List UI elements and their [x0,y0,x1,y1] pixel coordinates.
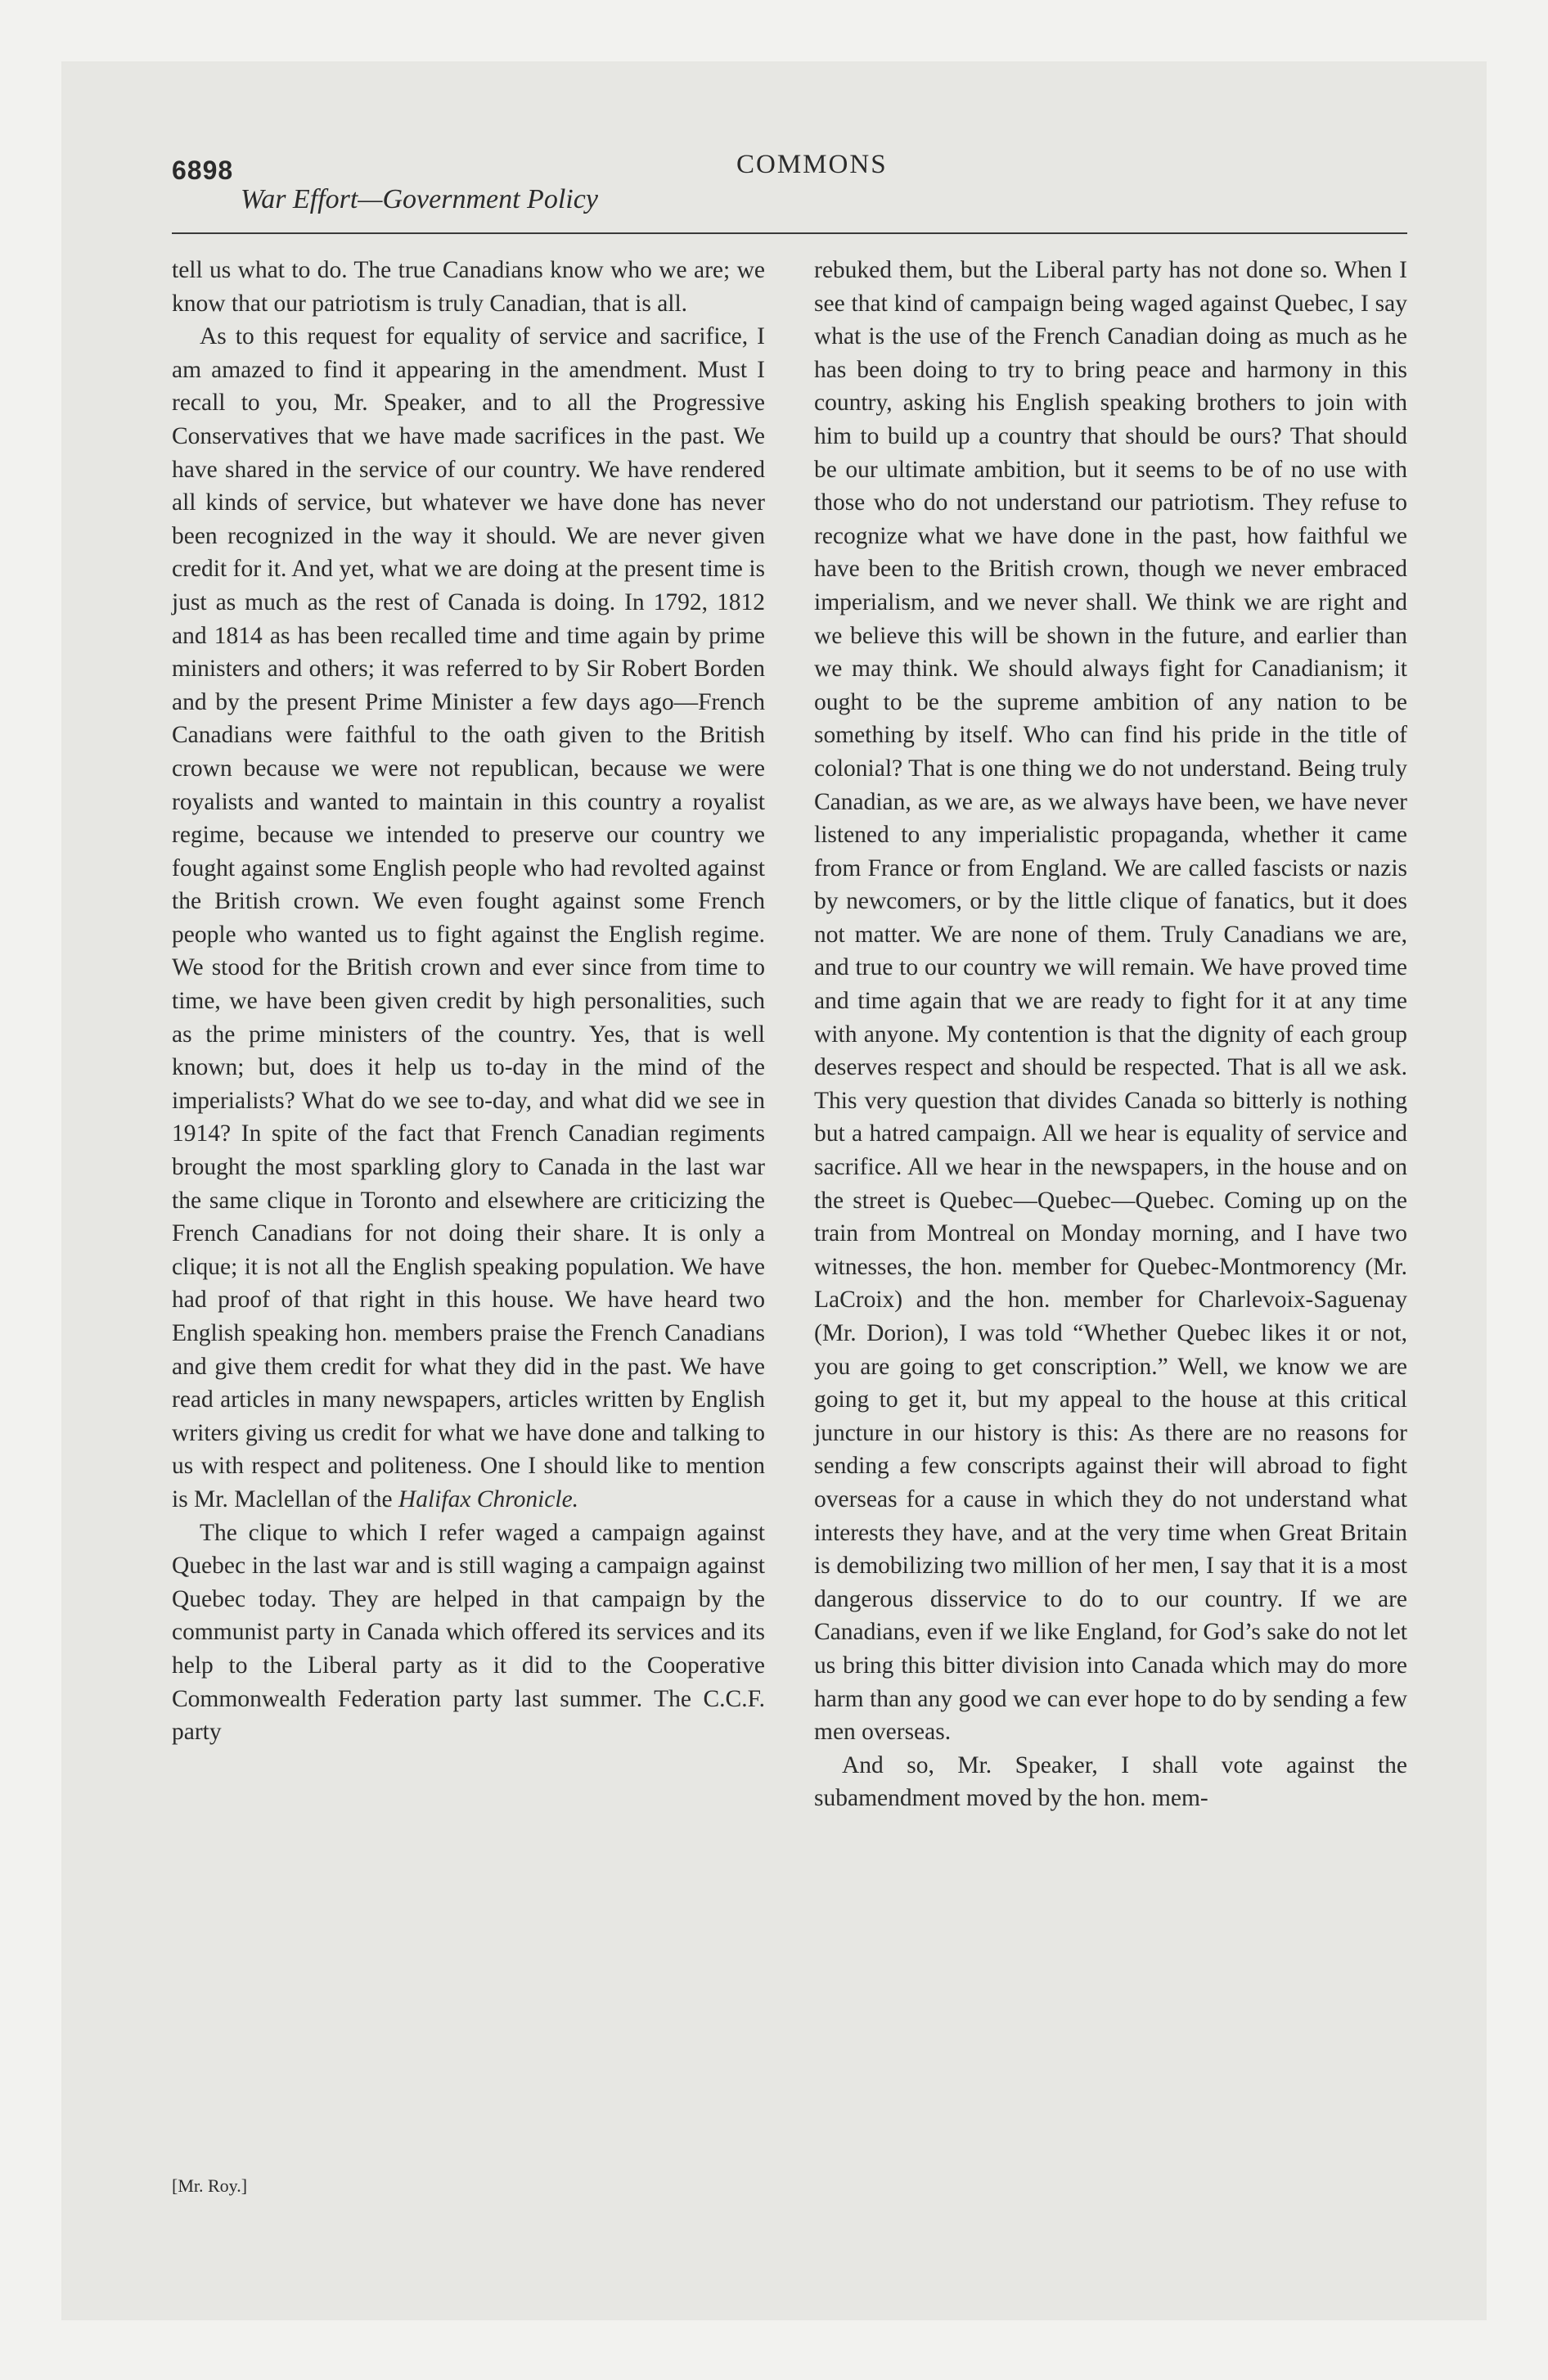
page-header [172,147,1407,237]
section-title: COMMONS [736,150,888,179]
paragraph: The clique to which I refer waged a campaign against Quebec in the last war and is still waging a campaign against Quebec today. They are helped in that campaign by the communist party in Canada which offered its services and its help to the Liberal party as it did to the Cooperative Commonwealth Federation party last summer. The C.C.F. party [172,1519,765,1746]
hansard-page [172,147,1407,2243]
paragraph-text: As to this request for equality of service and sacrifice, I am amazed to find it appearing in the amendment. Must I recall to you, Mr. Speaker, and to all the Progressive Conservatives that we have made sacrifices in the past. We have shared in the service of our country. We have rendered all kinds of service, but whatever we have done has never been recognized in the way it should. We are never given credit for it. And yet, what we are doing at the present time is just as much as the rest of Canada is doing. In 1792, 1812 and 1814 as has been recalled time and time again by prime ministers and others; it was referred to by Sir Robert Borden and by the present Prime Minister a few days ago—French Canadians were faithful to the oath given to the British crown because we were not republican, because we were royalists and wanted to maintain in this country a royalist regime, because we intended to preserve our country we fought against some English people who had revolted against the British crown. We even fought against some French people who wanted us to fight against the English regime. We stood for the British crown and ever since from time to time, we have been given credit by high personalities, such as the prime ministers of the country. Yes, that is well known; but, does it help us to-day in the mind of the imperialists? What do we see to-day, and what did we see in 1914? In spite of the fact that French Canadian regiments brought the most sparkling glory to Canada in the last war the same clique in Toronto and elsewhere are criticizing the French Canadians for not doing their share. It is only a clique; it is not all the English speaking population. We have had proof of that right in this house. We have heard two English speaking hon. members praise the French Canadians and give them credit for what they did in the past. We have read articles in many newspapers, articles written by English writers giving us credit for what we have done and talking to us with respect and politeness. One I should like to mention is Mr. Maclellan of the [172,323,765,1512]
right-column [814,254,1407,1815]
newspaper-title: Halifax Chronicle. [398,1485,579,1512]
paragraph [172,320,765,1516]
page-number: 6898 [172,156,234,185]
running-head: War Effort—Government Policy [241,184,598,214]
speaker-footnote: [Mr. Roy.] [172,2175,248,2196]
left-column [172,254,765,1749]
paragraph: tell us what to do. The true Canadians know who we are; we know that our patriotism is truly Canadian, that is all. [172,257,765,317]
paragraph: And so, Mr. Speaker, I shall vote against the subamendment moved by the hon. mem- [814,1751,1407,1812]
header-rule [172,232,1407,234]
paragraph: rebuked them, but the Liberal party has not done so. When I see that kind of campaign being waged against Quebec, I say what is the use of the French Canadian doing as much as he has been doing to try to bring peace and harmony in this country, asking his English speaking brothers to join with him to build up a country that should be ours? That should be our ultimate ambition, but it seems to be of no use with those who do not understand our patriotism. They refuse to recognize what we have done in the past, how faithful we have been to the British crown, though we never embraced imperialism, and we never shall. We think we are right and we believe this will be shown in the future, and earlier than we may think. We should always fight for Canadianism; it ought to be the supreme ambition of any nation to be something by itself. Who can find his pride in the title of colonial? That is one thing we do not understand. Being truly Canadian, as we are, as we always have been, we have never listened to any imperialistic propaganda, whether it came from France or from England. We are called fascists or nazis by newcomers, or by the little clique of fanatics, but it does not matter. We are none of them. Truly Canadians we are, and true to our country we will remain. We have proved time and time again that we are ready to fight for it at any time with anyone. My contention is that the dignity of each group deserves respect and should be respected. That is all we ask. This very question that divides Canada so bitterly is nothing but a hatred campaign. All we hear is equality of service and sacrifice. All we hear in the newspapers, in the house and on the street is Quebec—Quebec—Quebec. Coming up on the train from Montreal on Monday morning, and I have two witnesses, the hon. member for Quebec-Montmorency (Mr. LaCroix) and the hon. member for Charlevoix-Saguenay (Mr. Dorion), I was told “Whether Quebec likes it or not, you are going to get conscription.” Well, we know we are going to get it, but my appeal to the house at this critical juncture in our history is this: As there are no reasons for sending a few conscripts against their will abroad to fight overseas for a cause in which they do not understand what interests they have, and at the very time when Great Britain is demobilizing two million of her men, I say that it is a most dangerous disservice to do to our country. If we are Canadians, even if we like England, for God’s sake do not let us bring this bitter division into Canada which may do more harm than any good we can ever hope to do by sending a few men overseas. [814,257,1407,1746]
